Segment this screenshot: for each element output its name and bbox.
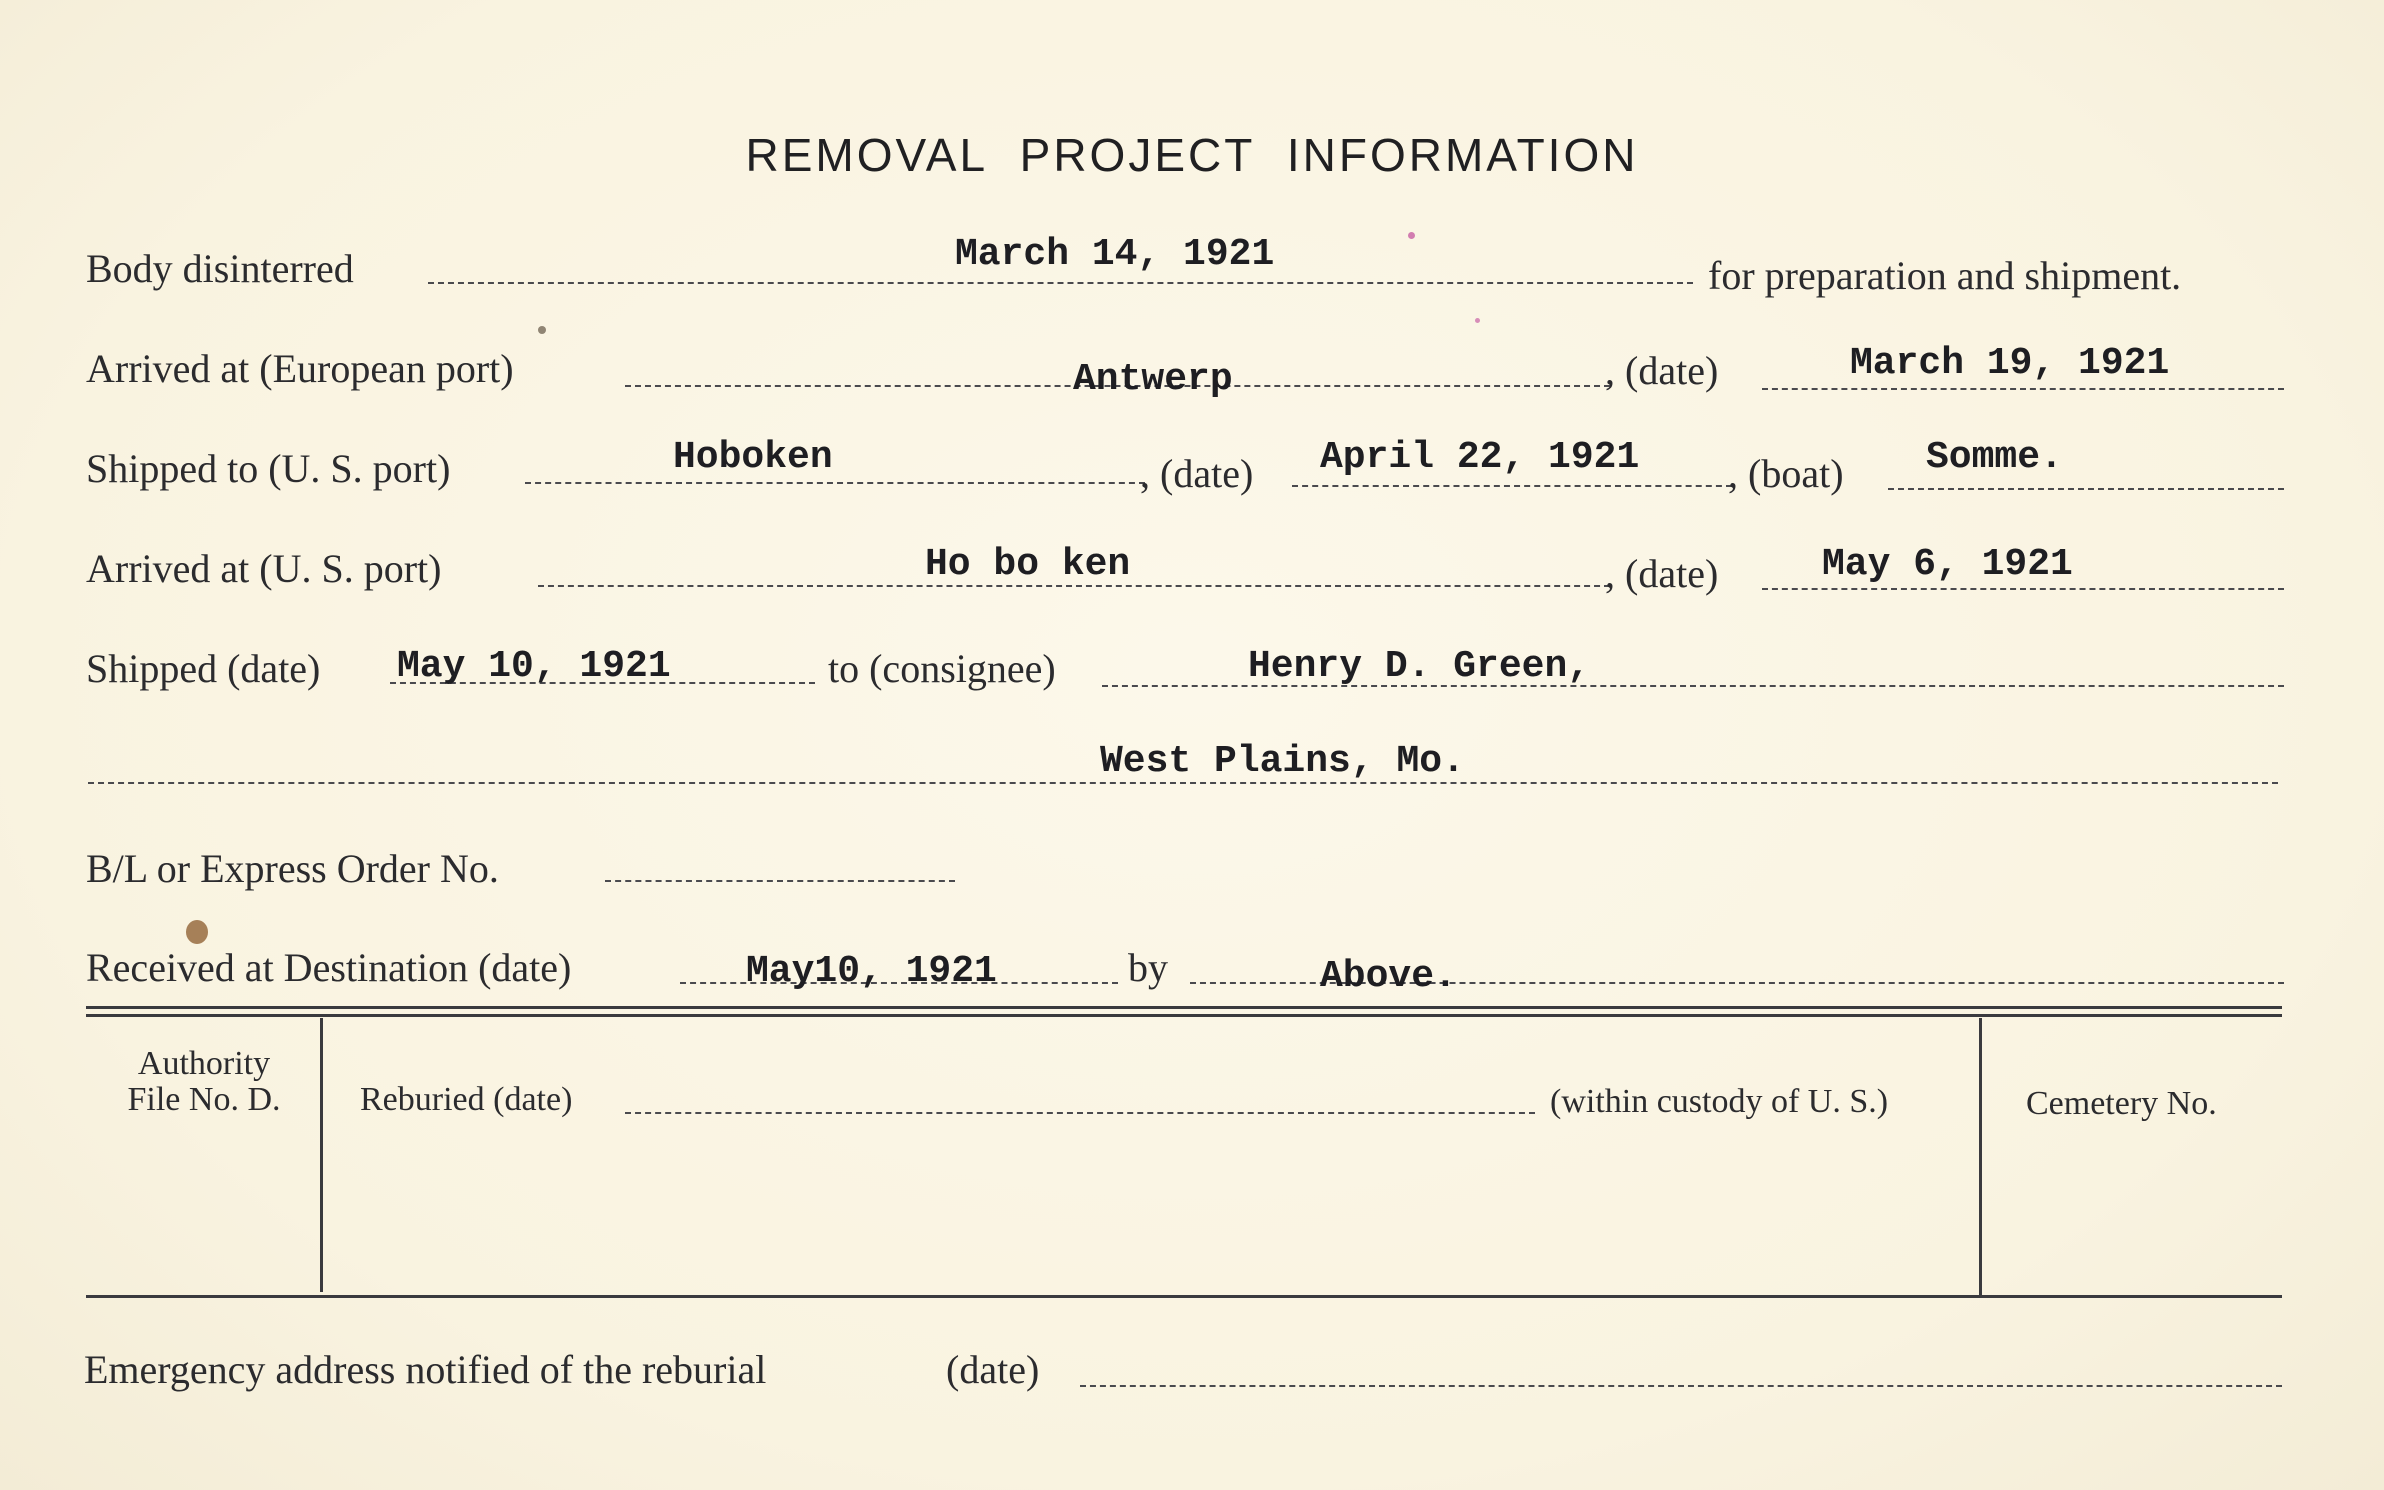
disinterred-suffix: for preparation and shipment. [1708, 253, 2182, 298]
disinterred-value: March 14, 1921 [955, 233, 1275, 276]
received-label: Received at Destination (date) [86, 945, 572, 990]
arrived-us-date-dotted-line [1762, 588, 2284, 590]
box-divider-left [320, 1018, 323, 1292]
bl-dotted-line [605, 880, 955, 882]
european-port-label: Arrived at (European port) [86, 346, 514, 391]
shipped-us-date-label: , (date) [1140, 451, 1254, 496]
shipped-us-boat-label: , (boat) [1728, 451, 1844, 496]
shipped-us-boat-value: Somme. [1926, 436, 2063, 479]
authority-line-1: Authority [137, 1045, 271, 1082]
shipped-us-date-dotted-line [1292, 485, 1732, 487]
custody-label: (within custody of U. S.) [1550, 1083, 1889, 1120]
european-port-date-dotted-line [1762, 388, 2284, 390]
reburied-dotted-line [625, 1112, 1535, 1114]
consignee-value: Henry D. Green, [1248, 645, 1591, 688]
ink-speck [538, 326, 546, 334]
arrived-us-date-value: May 6, 1921 [1822, 543, 2073, 586]
european-port-date-label: , (date) [1605, 348, 1719, 393]
disinterred-label: Body disinterred [86, 246, 354, 291]
reburied-label: Reburied (date) [360, 1081, 573, 1118]
shipped-us-dotted-line [525, 482, 1145, 484]
emergency-date-label: (date) [946, 1347, 1040, 1392]
ink-speck-pink [1408, 232, 1415, 239]
shipped-us-value: Hoboken [673, 436, 833, 479]
emergency-label: Emergency address notified of the reburial [84, 1347, 767, 1392]
shipped-date-label: Shipped (date) [86, 646, 321, 691]
consignee-label: to (consignee) [828, 646, 1056, 691]
disinterred-dotted-line [428, 282, 1693, 284]
shipped-us-date-value: April 22, 1921 [1320, 436, 1640, 479]
title-word-1: REMOVAL [745, 129, 989, 181]
double-rule-top [86, 1006, 2282, 1009]
received-by-label: by [1128, 945, 1168, 990]
double-rule-bottom [86, 1014, 2282, 1017]
arrived-us-value: Ho bo ken [925, 543, 1131, 586]
title-word-3: INFORMATION [1286, 129, 1639, 181]
cemetery-label: Cemetery No. [2026, 1085, 2217, 1122]
authority-line-2: File No. D. [127, 1081, 281, 1118]
arrived-us-label: Arrived at (U. S. port) [86, 546, 442, 591]
box-bottom-rule [86, 1295, 2282, 1298]
shipped-us-boat-dotted-line [1888, 488, 2284, 490]
box-divider-right [1979, 1018, 1982, 1298]
european-port-value: Antwerp [1073, 358, 1233, 401]
shipped-us-label: Shipped to (U. S. port) [86, 446, 451, 491]
emergency-dotted-line [1080, 1385, 2282, 1387]
shipped-date-value: May 10, 1921 [397, 645, 671, 688]
ink-speck-pink-2 [1475, 318, 1480, 323]
address-value: West Plains, Mo. [1100, 740, 1465, 783]
authority-label [96, 1046, 312, 1118]
card-title [0, 128, 2384, 182]
stain-spot [186, 920, 208, 944]
european-port-date-value: March 19, 1921 [1850, 342, 2170, 385]
received-by-value: Above. [1320, 955, 1457, 998]
title-word-2: PROJECT [1019, 129, 1256, 181]
bl-label: B/L or Express Order No. [86, 846, 499, 891]
arrived-us-date-label: , (date) [1605, 551, 1719, 596]
received-date-value: May10, 1921 [746, 950, 997, 993]
